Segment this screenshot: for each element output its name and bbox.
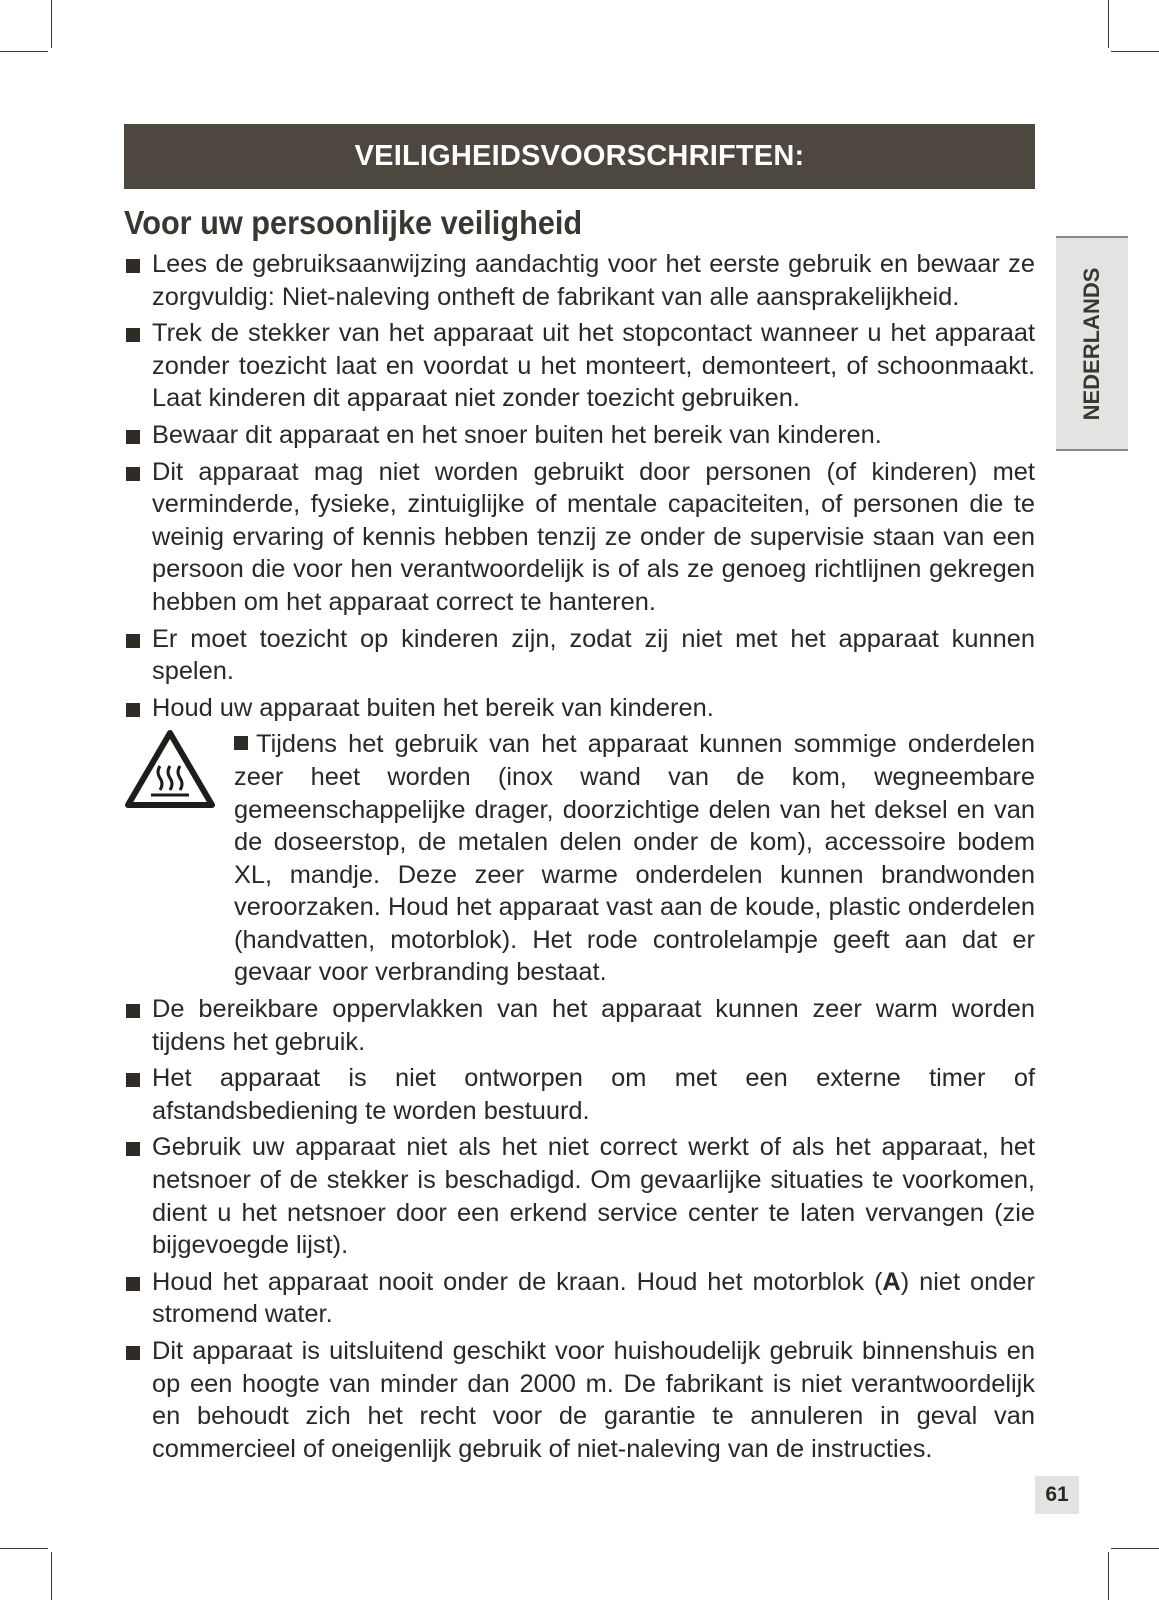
square-bullet-icon [234,736,248,750]
safety-instructions [124,248,1035,1469]
crop-mark [51,1552,52,1600]
language-tab [1056,236,1128,451]
crop-mark [51,0,52,48]
square-bullet-icon [126,467,140,481]
crop-mark [1108,0,1109,48]
square-bullet-icon [126,1142,140,1156]
square-bullet-icon [126,328,140,342]
list-item: Bewaar dit apparaat en het snoer buiten het bereik van kinderen. [124,419,1035,452]
crop-mark [0,1548,48,1549]
list-item: Houd het apparaat nooit onder de kraan. Houd het motorblok (A) niet onder stromend water. [124,1266,1035,1331]
crop-mark [1111,51,1159,52]
language-tab-label: NEDERLANDS [1079,267,1104,420]
square-bullet-icon [126,1004,140,1018]
list-item: Dit apparaat mag niet worden gebruikt door personen (of kinderen) met verminderde, fysieke, zintuiglijke of mentale capaciteiten, of personen die te weinig ervaring of kennis hebben tenzij ze onder de supervisie staan van een persoon die voor hen verantwoordelijk is of als ze genoeg richtlijnen gekregen hebben om het apparaat correct te hanteren. [124,456,1035,619]
square-bullet-icon [126,634,140,648]
hot-surface-warning: Tijdens het gebruik van het apparaat kunnen sommige onderdelen zeer heet worden (inox wand van de kom, wegneembare gemeenschappelijke drager, doorzichtige delen van het deksel en van de doseerstop, de metalen delen onder de kom), accessoire bodem XL, mandje. Deze zeer warme onderdelen kunnen brandwonden veroorzaken. Houd het apparaat vast aan de koude, plastic onderdelen (handvatten, motorblok). Het rode controlelampje geeft aan dat er gevaar voor verbranding bestaat. [124,728,1035,989]
list-item: Lees de gebruiksaanwijzing aandachtig voor het eerste gebruik en bewaar ze zorgvuldig: Niet-naleving ontheft de fabrikant van alle aansprakelijkheid. [124,248,1035,313]
list-item: De bereikbare oppervlakken van het apparaat kunnen zeer warm worden tijdens het gebruik. [124,993,1035,1058]
section-title: Voor uw persoonlijke veiligheid [124,204,583,241]
list-item: Er moet toezicht op kinderen zijn, zodat zij niet met het apparaat kunnen spelen. [124,623,1035,688]
list-item: Houd uw apparaat buiten het bereik van kinderen. [124,692,1035,725]
hot-surface-warning-icon [124,728,216,810]
page-number: 61 [1035,1476,1079,1514]
motor-block-letter: A [882,1267,901,1296]
square-bullet-icon [126,1073,140,1087]
list-item: Dit apparaat is uitsluitend geschikt voor huishoudelijk gebruik binnenshuis en op een hoogte van minder dan 2000 m. De fabrikant is niet verantwoordelijk en behoudt zich het recht voor de garantie te annuleren in geval van commercieel of oneigenlijk gebruik of niet-naleving van de instructies. [124,1335,1035,1465]
crop-mark [0,51,48,52]
section-header-bar [124,124,1035,189]
square-bullet-icon [126,1277,140,1291]
crop-mark [1111,1548,1159,1549]
crop-mark [1108,1552,1109,1600]
square-bullet-icon [126,259,140,273]
list-item: Trek de stekker van het apparaat uit het stopcontact wanneer u het apparaat zonder toezicht laat en voordat u het monteert, demonteert, of schoonmaakt. Laat kinderen dit apparaat niet zonder toezicht gebruiken. [124,317,1035,415]
list-item: Gebruik uw apparaat niet als het niet correct werkt of als het apparaat, het netsnoer of de stekker is beschadigd. Om gevaarlijke situaties te voorkomen, dient u het netsnoer door een erkend service center te laten vervangen (zie bijgevoegde lijst). [124,1131,1035,1261]
square-bullet-icon [126,703,140,717]
square-bullet-icon [126,430,140,444]
square-bullet-icon [126,1346,140,1360]
header-title: VEILIGHEIDSVOORSCHRIFTEN: [354,140,805,172]
list-item: Het apparaat is niet ontworpen om met een externe timer of afstandsbediening te worden bestuurd. [124,1062,1035,1127]
